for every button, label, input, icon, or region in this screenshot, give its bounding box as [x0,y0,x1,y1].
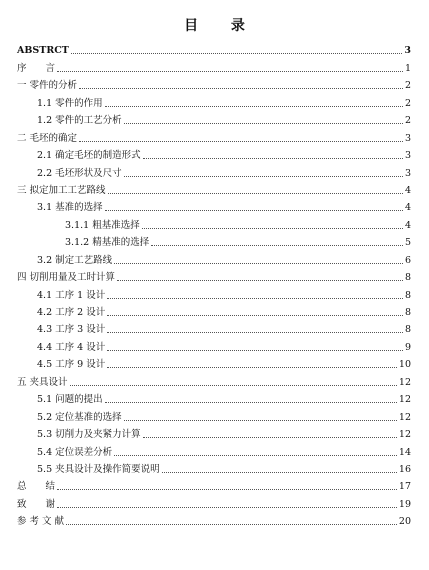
toc-page-number: 14 [398,446,411,458]
toc-entry[interactable] [17,493,411,510]
toc-page-number: 3 [404,150,411,162]
dot-leader [107,331,403,333]
toc-entry[interactable] [17,284,411,301]
dot-leader [142,227,403,229]
dot-leader [107,314,403,316]
toc-page-number: 8 [404,289,411,301]
toc-page-number: 8 [404,307,411,318]
toc-entry[interactable] [17,57,411,74]
toc-page-number: 2 [404,115,411,127]
dot-leader [57,506,397,508]
dot-leader [105,105,403,107]
toc-entry[interactable] [17,75,411,92]
toc-entry[interactable] [17,424,411,441]
toc-entry-label: 五 夹具设计 [17,376,68,388]
toc-entry[interactable] [17,162,411,179]
toc-entry-label: 5.1 问题的提出 [37,394,103,406]
toc-entry[interactable] [17,145,411,162]
toc-page-number: 10 [398,359,411,371]
toc-page-number: 6 [404,254,411,266]
toc-entry-label: 5.5 夹具设计及操作简要说明 [37,463,160,475]
toc-entry-label: 致 谢 [17,498,56,510]
toc-entry-label: 1.2 零件的工艺分析 [37,115,122,127]
toc-entry[interactable] [17,302,411,319]
dot-leader [151,244,403,246]
dot-leader [162,471,397,473]
dot-leader [143,157,403,159]
toc-entry-label: 四 切削用量及工时计算 [17,272,116,284]
toc-entry[interactable] [17,197,411,214]
toc-entry[interactable] [17,180,411,197]
dot-leader [124,122,403,124]
toc-entry[interactable] [17,511,411,528]
toc-entry[interactable] [17,127,411,144]
toc-entry[interactable] [17,459,411,476]
toc-entry-label: 4.2 工序 2 设计 [37,307,106,318]
toc-entry[interactable] [17,214,411,231]
dot-leader [105,209,403,211]
toc-page-number: 17 [398,481,411,493]
toc-entry[interactable] [17,319,411,336]
toc-page-number: 4 [404,184,411,196]
dot-leader [124,419,397,421]
toc-entry-label: 2.1 确定毛坯的制造形式 [37,150,141,162]
toc-page-number: 5 [404,237,411,249]
dot-leader [57,488,397,490]
toc-page-number: 12 [398,394,411,406]
toc-page-number: 1 [404,62,411,74]
toc-entry-label: 4.1 工序 1 设计 [37,289,106,301]
toc-entry-label: 参 考 文 献 [17,516,65,528]
toc-entry-label: 3.2 制定工艺路线 [37,254,113,266]
toc-entry[interactable] [17,40,411,57]
dot-leader [70,384,397,386]
table-of-contents [17,40,411,528]
dot-leader [108,192,403,194]
toc-entry-label: 4.3 工序 3 设计 [37,324,106,336]
toc-page-number: 9 [404,341,411,353]
toc-entry-label: 5.3 切削力及夹紧力计算 [37,429,141,441]
dot-leader [143,436,397,438]
toc-entry-label: 1.1 零件的作用 [37,97,103,109]
dot-leader [107,366,397,368]
toc-page-number: 4 [404,219,411,231]
dot-leader [124,175,403,177]
toc-entry-label: 5.2 定位基准的选择 [37,411,122,423]
toc-page-number: 8 [404,324,411,336]
toc-entry[interactable] [17,232,411,249]
toc-page-number: 8 [404,272,411,284]
toc-entry-label: 4.5 工序 9 设计 [37,359,106,371]
toc-page-number: 12 [398,376,411,388]
toc-entry-label: 一 零件的分析 [17,80,78,92]
toc-entry-label: 2.2 毛坯形状及尺寸 [37,167,122,179]
toc-entry[interactable] [17,336,411,353]
toc-entry[interactable] [17,476,411,493]
page-title: 目 录 [184,18,259,34]
toc-entry-label: 4.4 工序 4 设计 [37,341,106,353]
dot-leader [117,279,403,281]
toc-entry-label: 3.1.2 精基准的选择 [65,237,150,249]
toc-entry[interactable] [17,389,411,406]
toc-entry-label: 5.4 定位误差分析 [37,446,113,458]
dot-leader [79,87,403,89]
toc-page-number: 4 [404,202,411,214]
toc-page-number: 2 [404,80,411,92]
toc-page-number: 3 [404,167,411,179]
toc-entry-label: 3.1.1 粗基准选择 [65,219,140,231]
dot-leader [105,401,397,403]
dot-leader [57,70,403,72]
toc-page-number: 20 [398,516,411,528]
toc-entry[interactable] [17,371,411,388]
dot-leader [114,454,397,456]
toc-entry[interactable] [17,249,411,266]
dot-leader [107,297,403,299]
toc-entry-label: 总 结 [17,481,56,493]
toc-entry-label: ABSTRCT [17,45,69,57]
toc-page-number: 16 [398,463,411,475]
toc-page-number: 3 [404,45,411,57]
toc-entry[interactable] [17,92,411,109]
toc-page-number: 2 [404,97,411,109]
dot-leader [114,262,403,264]
dot-leader [79,140,403,142]
toc-page-number: 19 [398,498,411,510]
dot-leader [71,52,403,54]
toc-entry[interactable] [17,441,411,458]
toc-entry[interactable] [17,406,411,423]
toc-page-number: 12 [398,429,411,441]
toc-entry[interactable] [17,267,411,284]
toc-entry[interactable] [17,354,411,371]
dot-leader [66,523,397,525]
toc-entry-label: 二 毛坯的确定 [17,132,78,144]
toc-entry[interactable] [17,110,411,127]
toc-page-number: 12 [398,411,411,423]
toc-entry-label: 三 拟定加工工艺路线 [17,184,106,196]
dot-leader [107,349,403,351]
toc-entry-label: 序 言 [17,62,56,74]
toc-page-number: 3 [404,132,411,144]
toc-entry-label: 3.1 基准的选择 [37,202,103,214]
